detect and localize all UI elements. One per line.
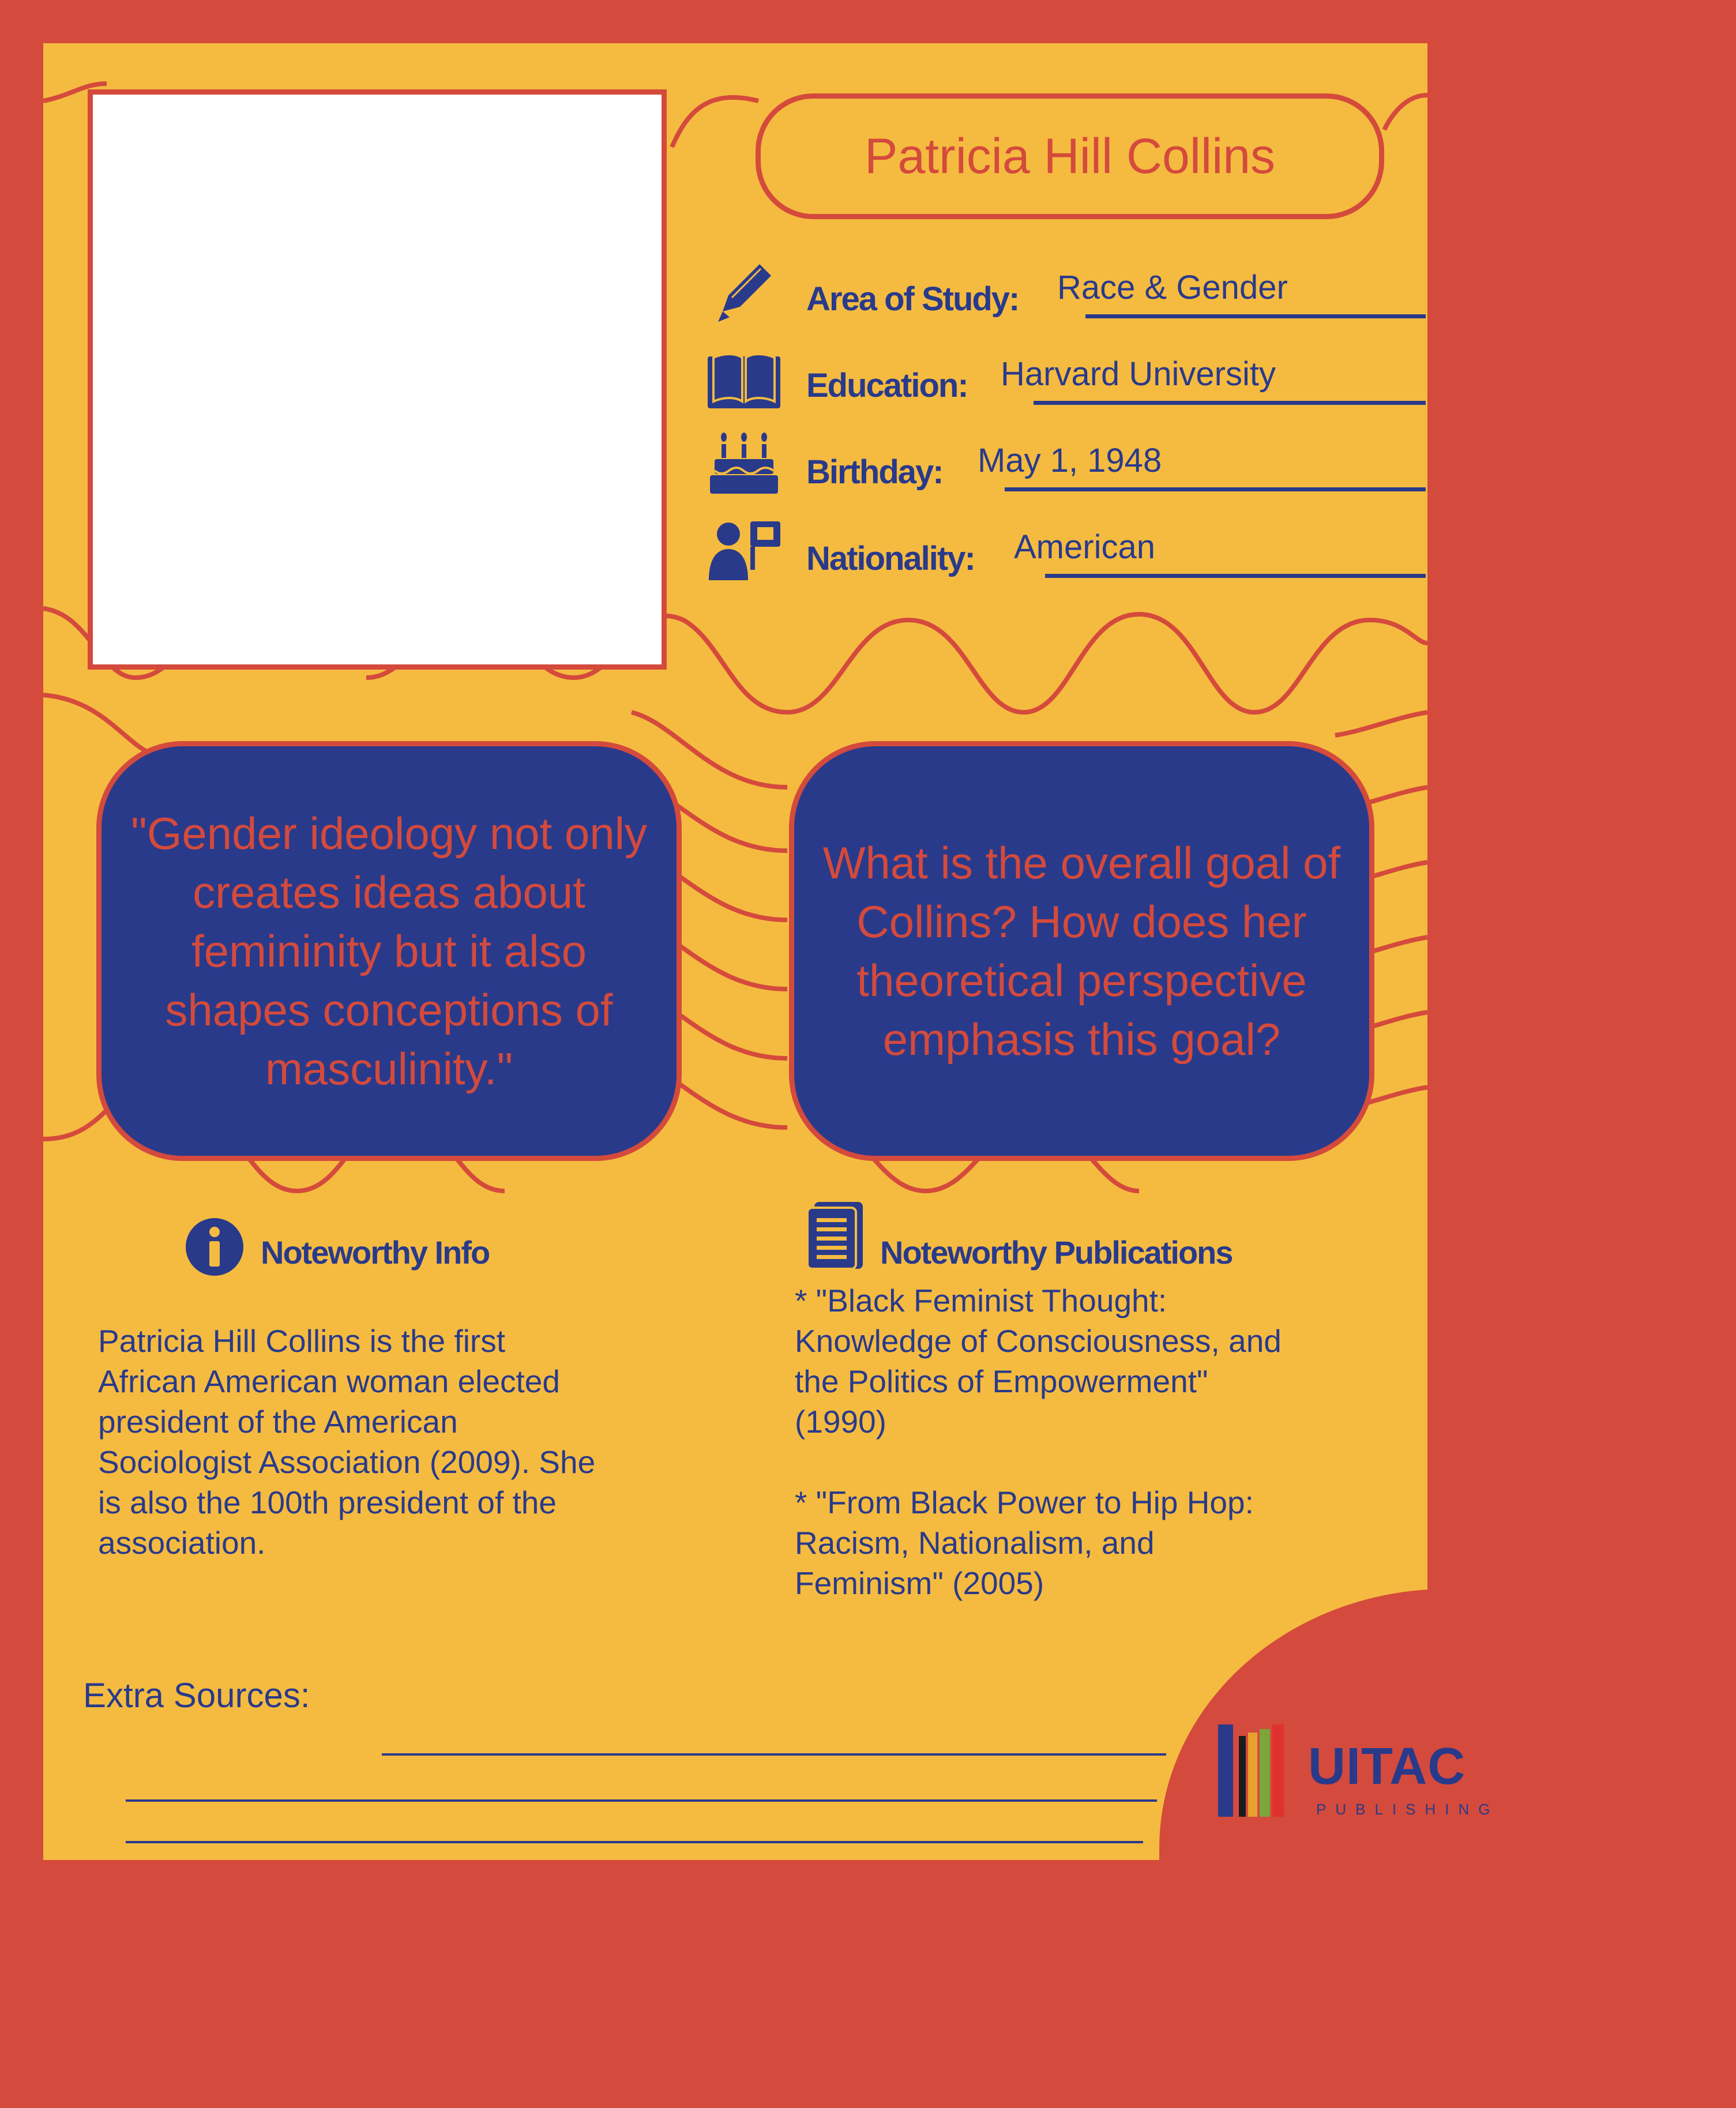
birthday-underline bbox=[1005, 487, 1426, 491]
area-of-study-label: Area of Study: bbox=[806, 280, 1019, 318]
pencil-icon bbox=[707, 260, 781, 323]
portrait-placeholder bbox=[88, 89, 667, 670]
noteworthy-publications-heading: Noteworthy Publications bbox=[880, 1234, 1233, 1271]
area-of-study-value: Race & Gender bbox=[1057, 269, 1288, 306]
quote-text: "Gender ideology not only creates ideas about femininity but it also shapes conceptions of masculinity." bbox=[131, 808, 647, 1094]
logo-title: UITAC bbox=[1308, 1738, 1466, 1795]
birthday-value: May 1, 1948 bbox=[978, 442, 1162, 479]
extra-sources-line bbox=[126, 1841, 1143, 1843]
noteworthy-info-heading: Noteworthy Info bbox=[261, 1234, 490, 1271]
education-underline bbox=[1034, 401, 1426, 405]
nationality-label: Nationality: bbox=[806, 540, 975, 577]
education-label: Education: bbox=[806, 367, 968, 404]
info-icon bbox=[185, 1217, 245, 1277]
uitac-logo-icon bbox=[1217, 1724, 1298, 1817]
area-of-study-underline bbox=[1085, 314, 1426, 318]
logo-subtitle: PUBLISHING bbox=[1316, 1801, 1500, 1818]
area-of-study-row bbox=[707, 254, 1427, 335]
nationality-underline bbox=[1045, 574, 1426, 578]
extra-sources-line bbox=[126, 1799, 1157, 1802]
publication-item: * "Black Feminist Thought: Knowledge of Consciousness, and the Politics of Empowerment" (1990) bbox=[795, 1283, 1282, 1440]
name-banner bbox=[756, 93, 1384, 219]
person-name: Patricia Hill Collins bbox=[864, 128, 1276, 184]
book-icon bbox=[707, 346, 781, 409]
corner-decoration bbox=[1159, 1589, 1736, 2108]
quote-bubble bbox=[96, 741, 682, 1161]
birthday-label: Birthday: bbox=[806, 453, 943, 491]
extra-sources-line bbox=[382, 1753, 1166, 1756]
noteworthy-info-text: Patricia Hill Collins is the first African American woman elected president of the American Sociologist Association (2009). She is also the 100th president of the association. bbox=[98, 1323, 596, 1561]
nationality-row bbox=[707, 513, 1427, 594]
person-flag-icon bbox=[707, 519, 781, 583]
document-icon bbox=[806, 1201, 864, 1270]
extra-sources-label: Extra Sources: bbox=[83, 1676, 310, 1715]
nationality-value: American bbox=[1014, 528, 1155, 566]
education-value: Harvard University bbox=[1001, 355, 1276, 393]
birthday-cake-icon bbox=[707, 433, 781, 496]
birthday-row bbox=[707, 427, 1427, 508]
question-bubble bbox=[789, 741, 1374, 1161]
education-row bbox=[707, 340, 1427, 421]
question-text: What is the overall goal of Collins? How does her theoretical perspective emphasis this goal? bbox=[822, 837, 1341, 1065]
publication-item: * "From Black Power to Hip Hop: Racism, Nationalism, and Feminism" (2005) bbox=[795, 1485, 1254, 1601]
